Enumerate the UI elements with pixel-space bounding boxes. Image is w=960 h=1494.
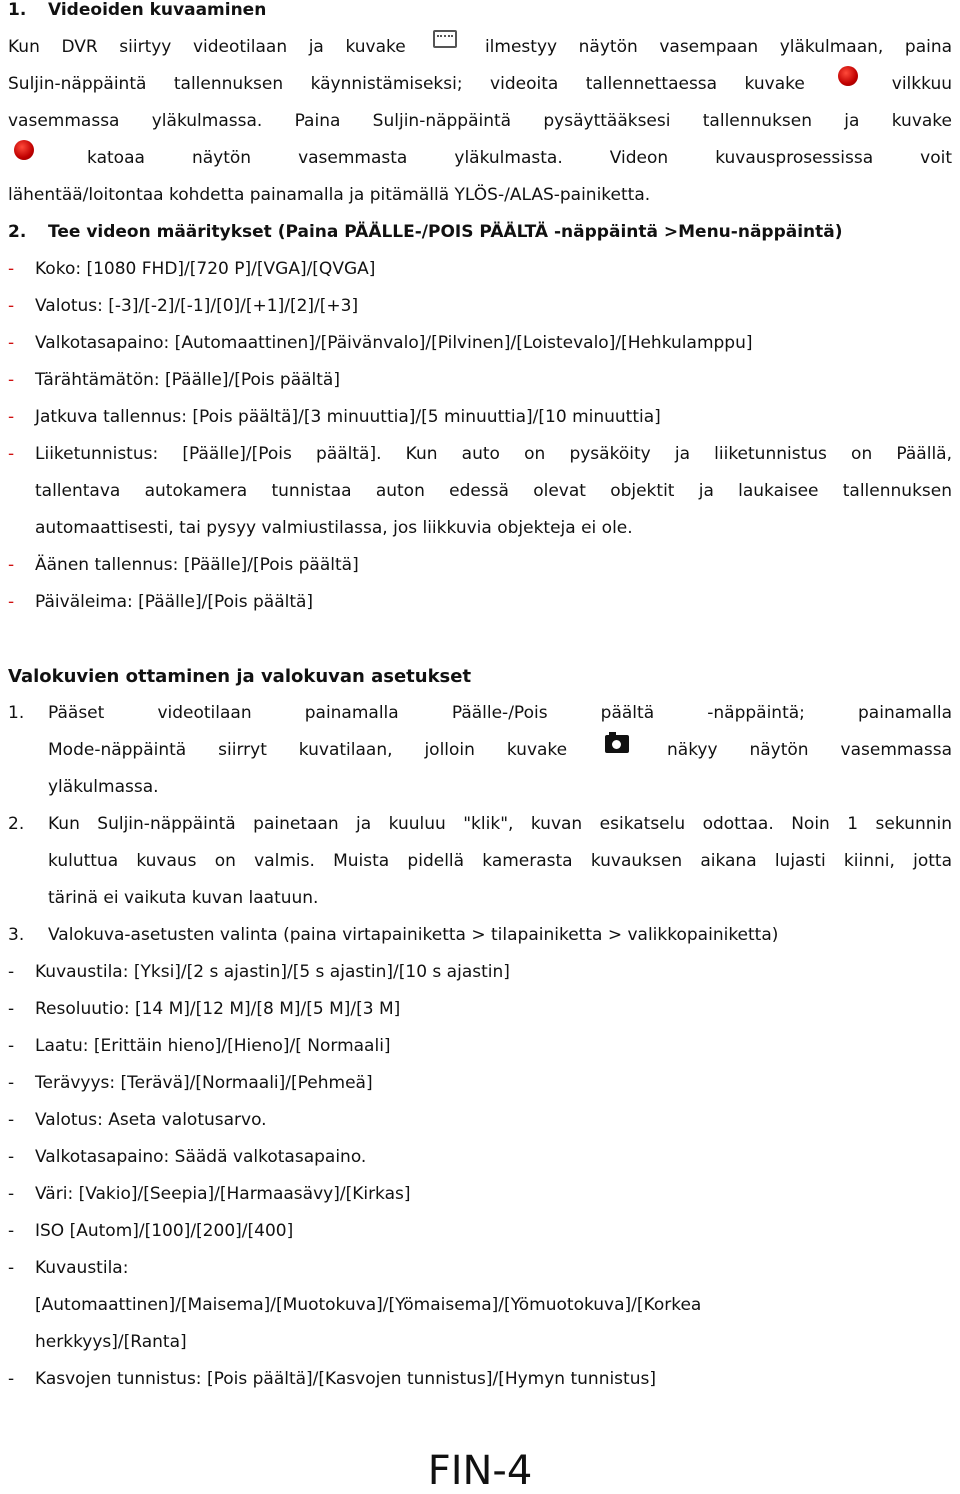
bullet-dash: - (8, 1184, 15, 1204)
text-line (0, 1287, 960, 1324)
text-segment: vilkkuu (891, 74, 952, 94)
text-line (0, 510, 960, 547)
line-text (35, 399, 952, 436)
text-segment: Väri: [Vakio]/[Seepia]/[Harmaasävy]/[Kirkas] (35, 1184, 411, 1204)
bullet-dash: - (8, 1369, 15, 1389)
text-segment: Kuvaustila: [Yksi]/[2 s ajastin]/[5 s ajastin]/[10 s ajastin] (35, 962, 510, 982)
line-text (8, 658, 952, 695)
line-text (35, 1361, 952, 1398)
text-line (0, 1065, 960, 1102)
bullet-dash: - (8, 407, 15, 427)
line-text (35, 1250, 952, 1287)
line-text (48, 0, 952, 29)
text-line (0, 695, 960, 732)
text-segment: Videoiden kuvaaminen (48, 0, 267, 20)
text-line (0, 1102, 960, 1139)
text-line (0, 584, 960, 621)
text-line (0, 880, 960, 917)
text-line (0, 1028, 960, 1065)
line-text (35, 436, 952, 473)
text-line (0, 140, 960, 177)
text-line (0, 1250, 960, 1287)
bullet-dash: - (8, 1221, 15, 1241)
text-segment: Kasvojen tunnistus: [Pois päältä]/[Kasvojen tunnistus]/[Hymyn tunnistus] (35, 1369, 656, 1389)
text-line (0, 806, 960, 843)
text-segment: Suljin-näppäintä tallennuksen käynnistämiseksi; videoita tallennettaessa kuvake (8, 74, 805, 94)
text-line (0, 547, 960, 584)
text-line (0, 769, 960, 806)
text-segment: kuluttua kuvaus on valmis. Muista pidellä kamerasta kuvauksen aikana lujasti kiinni, jotta (48, 851, 952, 871)
text-segment: Valkotasapaino: [Automaattinen]/[Päivänvalo]/[Pilvinen]/[Loistevalo]/[Hehkulamppu] (35, 333, 753, 353)
bullet-dash: - (8, 962, 15, 982)
bullet-dash: - (8, 370, 15, 390)
text-segment: tärinä ei vaikuta kuvan laatuun. (48, 888, 319, 908)
text-line (0, 103, 960, 140)
bullet-dash: - (8, 999, 15, 1019)
text-segment: Kun DVR siirtyy videotilaan ja kuvake (8, 37, 406, 57)
text-line (0, 399, 960, 436)
text-segment: ilmestyy näytön vasempaan yläkulmaan, paina (484, 37, 953, 57)
text-line (0, 436, 960, 473)
list-number: 2. (8, 814, 25, 834)
bullet-dash: - (8, 1147, 15, 1167)
text-segment: Jatkuva tallennus: [Pois päältä]/[3 minuuttia]/[5 minuuttia]/[10 minuuttia] (35, 407, 661, 427)
section-heading (0, 658, 960, 695)
text-segment: Tärähtämätön: [Päälle]/[Pois päältä] (35, 370, 340, 390)
text-line (0, 177, 960, 214)
text-line (0, 29, 960, 66)
text-segment: Liiketunnistus: [Päälle]/[Pois päältä]. Kun auto on pysäköity ja liiketunnistus on Päällä, (35, 444, 952, 464)
line-text (8, 29, 952, 66)
camera-icon (605, 735, 629, 753)
bullet-dash: - (8, 296, 15, 316)
line-text (8, 140, 952, 177)
text-line (0, 843, 960, 880)
text-segment: yläkulmassa. (48, 777, 159, 797)
text-line (0, 66, 960, 103)
line-text (35, 1102, 952, 1139)
line-text (35, 251, 952, 288)
text-line (0, 325, 960, 362)
text-segment: Tee videon määritykset (Paina PÄÄLLE-/POIS PÄÄLTÄ -näppäintä >Menu-näppäintä) (48, 222, 843, 242)
text-line (0, 214, 960, 251)
bullet-dash: - (8, 555, 15, 575)
text-segment: ISO [Autom]/[100]/[200]/[400] (35, 1221, 294, 1241)
text-line (0, 954, 960, 991)
line-text (35, 362, 952, 399)
text-line (0, 473, 960, 510)
line-text (35, 1324, 952, 1361)
text-line (0, 288, 960, 325)
text-line (0, 1213, 960, 1250)
list-number: 1. (8, 703, 25, 723)
bullet-dash: - (8, 1036, 15, 1056)
line-text (35, 1139, 952, 1176)
line-text (35, 1287, 952, 1324)
line-text (8, 103, 952, 140)
list-number: 1. (8, 0, 27, 20)
text-segment: Valokuva-asetusten valinta (paina virtapainiketta > tilapainiketta > valikkopainiketta) (48, 925, 779, 945)
line-text (35, 510, 952, 547)
text-segment: herkkyys]/[Ranta] (35, 1332, 187, 1352)
text-segment: Pääset videotilaan painamalla Päälle-/Pois päältä -näppäintä; painamalla (48, 703, 952, 723)
text-line (0, 362, 960, 399)
line-text (48, 843, 952, 880)
page-number: FIN-4 (427, 1448, 533, 1494)
line-text (8, 66, 952, 103)
line-text (35, 325, 952, 362)
line-text (35, 547, 952, 584)
bullet-dash: - (8, 1110, 15, 1130)
line-text (48, 806, 952, 843)
line-text (48, 880, 952, 917)
text-segment: Terävyys: [Terävä]/[Normaali]/[Pehmeä] (35, 1073, 373, 1093)
line-text (48, 695, 952, 732)
text-segment: [Automaattinen]/[Maisema]/[Muotokuva]/[Yömaisema]/[Yömuotokuva]/[Korkea (35, 1295, 702, 1315)
line-text (35, 954, 952, 991)
bullet-dash: - (8, 444, 15, 464)
bullet-dash: - (8, 592, 15, 612)
line-text (35, 288, 952, 325)
line-text (48, 732, 952, 769)
line-text (35, 1028, 952, 1065)
line-text (35, 584, 952, 621)
text-segment: Valkotasapaino: Säädä valkotasapaino. (35, 1147, 367, 1167)
text-line (0, 732, 960, 769)
text-segment: automaattisesti, tai pysyy valmiustilassa, jos liikkuvia objekteja ei ole. (35, 518, 633, 538)
text-segment: Valotus: [-3]/[-2]/[-1]/[0]/[+1]/[2]/[+3] (35, 296, 359, 316)
text-segment: Resoluutio: [14 M]/[12 M]/[8 M]/[5 M]/[3 M] (35, 999, 401, 1019)
text-segment: Valokuvien ottaminen ja valokuvan asetukset (8, 666, 472, 687)
record-dot-icon (14, 140, 34, 160)
line-text (35, 1213, 952, 1250)
line-text (35, 1176, 952, 1213)
line-text (48, 214, 952, 251)
text-line (0, 1176, 960, 1213)
line-text (8, 177, 952, 214)
text-line (0, 1361, 960, 1398)
bullet-dash: - (8, 259, 15, 279)
text-line (0, 1324, 960, 1361)
text-line (0, 251, 960, 288)
video-mode-icon (433, 30, 457, 48)
text-segment: Valotus: Aseta valotusarvo. (35, 1110, 267, 1130)
line-text (48, 769, 952, 806)
text-segment: Kun Suljin-näppäintä painetaan ja kuuluu "klik", kuvan esikatselu odottaa. Noin 1 sekunnin (48, 814, 952, 834)
text-line (0, 1139, 960, 1176)
text-line (0, 991, 960, 1028)
line-text (35, 473, 952, 510)
text-segment: Päiväleima: [Päälle]/[Pois päältä] (35, 592, 314, 612)
text-segment: katoaa näytön vasemmasta yläkulmasta. Videon kuvausprosessissa voit (87, 148, 952, 168)
line-text (35, 1065, 952, 1102)
text-segment: vasemmassa yläkulmassa. Paina Suljin-näppäintä pysäyttääksesi tallennuksen ja kuvake (8, 111, 952, 131)
list-number: 2. (8, 222, 27, 242)
record-dot-icon (838, 66, 858, 86)
bullet-dash: - (8, 1258, 15, 1278)
text-segment: Kuvaustila: (35, 1258, 129, 1278)
text-segment: Äänen tallennus: [Päälle]/[Pois päältä] (35, 555, 359, 575)
text-segment: lähentää/loitontaa kohdetta painamalla ja pitämällä YLÖS-/ALAS-painiketta. (8, 185, 651, 205)
text-line (0, 0, 960, 29)
text-line (0, 917, 960, 954)
bullet-dash: - (8, 333, 15, 353)
list-number: 3. (8, 925, 25, 945)
text-segment: Mode-näppäintä siirryt kuvatilaan, jolloin kuvake (48, 740, 568, 760)
line-text (35, 991, 952, 1028)
text-segment: Koko: [1080 FHD]/[720 P]/[VGA]/[QVGA] (35, 259, 376, 279)
text-segment: tallentava autokamera tunnistaa auton edessä olevat objektit ja laukaisee tallennuksen (35, 481, 952, 501)
text-segment: Laatu: [Erittäin hieno]/[Hieno]/[ Normaali] (35, 1036, 391, 1056)
bullet-dash: - (8, 1073, 15, 1093)
text-segment: näkyy näytön vasemmassa (667, 740, 952, 760)
line-text (48, 917, 952, 954)
blank-line (0, 621, 960, 658)
